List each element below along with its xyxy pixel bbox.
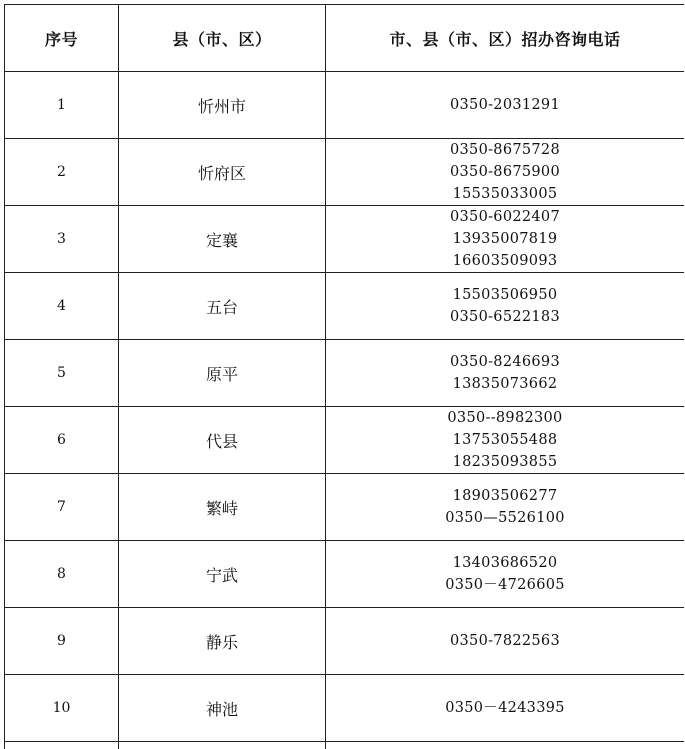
table-row — [5, 340, 685, 407]
row-phones — [326, 206, 685, 273]
phone-number: 13835073662 — [326, 373, 684, 395]
phone-number: 0350-8246693 — [326, 351, 684, 373]
phone-number: 0350-8675900 — [326, 161, 684, 183]
row-phones — [326, 273, 685, 340]
phone-number: 13753055488 — [326, 429, 684, 451]
row-index: 1 — [5, 72, 119, 139]
phone-number: 15535033005 — [326, 183, 684, 205]
phone-number: 18903506277 — [326, 485, 684, 507]
table-body — [5, 72, 685, 749]
row-index: 5 — [5, 340, 119, 407]
row-index: 3 — [5, 206, 119, 273]
row-phones — [326, 474, 685, 541]
row-index: 7 — [5, 474, 119, 541]
phone-number: 18235093855 — [326, 451, 684, 473]
table-row — [5, 675, 685, 742]
table-row — [5, 474, 685, 541]
phone-number: 13403686520 — [326, 552, 684, 574]
table-row — [5, 541, 685, 608]
row-phones-empty — [326, 742, 685, 749]
contact-table-container — [4, 4, 684, 749]
table-row-partial — [5, 742, 685, 749]
table-row — [5, 206, 685, 273]
phone-number: 13935007819 — [326, 228, 684, 250]
row-county: 五台 — [119, 273, 326, 340]
row-county: 繁峙 — [119, 474, 326, 541]
table-row — [5, 139, 685, 206]
row-phones — [326, 340, 685, 407]
header-county: 县（市、区） — [119, 5, 326, 72]
phone-number: 0350--8982300 — [326, 407, 684, 429]
row-phones — [326, 407, 685, 474]
row-index-empty — [5, 742, 119, 749]
row-county: 定襄 — [119, 206, 326, 273]
table-header-row — [5, 5, 685, 72]
row-county: 宁武 — [119, 541, 326, 608]
row-phones — [326, 675, 685, 742]
row-index: 8 — [5, 541, 119, 608]
row-index: 10 — [5, 675, 119, 742]
row-phones — [326, 541, 685, 608]
phone-number: 0350—5526100 — [326, 507, 684, 529]
phone-number: 0350－4243395 — [326, 697, 684, 719]
phone-number: 0350-6022407 — [326, 206, 684, 228]
row-county: 静乐 — [119, 608, 326, 675]
row-county: 代县 — [119, 407, 326, 474]
header-index: 序号 — [5, 5, 119, 72]
row-county-empty — [119, 742, 326, 749]
phone-number: 0350-2031291 — [326, 94, 684, 116]
phone-number: 0350-6522183 — [326, 306, 684, 328]
row-county: 原平 — [119, 340, 326, 407]
row-index: 9 — [5, 608, 119, 675]
phone-number: 0350-7822563 — [326, 630, 684, 652]
row-phones — [326, 139, 685, 206]
table-row — [5, 407, 685, 474]
row-index: 4 — [5, 273, 119, 340]
phone-number: 0350－4726605 — [326, 574, 684, 596]
row-county: 忻府区 — [119, 139, 326, 206]
phone-number: 0350-8675728 — [326, 139, 684, 161]
table-row — [5, 608, 685, 675]
row-index: 2 — [5, 139, 119, 206]
row-phones — [326, 608, 685, 675]
table-row — [5, 273, 685, 340]
header-phone: 市、县（市、区）招办咨询电话 — [326, 5, 685, 72]
table-row — [5, 72, 685, 139]
row-phones — [326, 72, 685, 139]
row-county: 忻州市 — [119, 72, 326, 139]
row-index: 6 — [5, 407, 119, 474]
row-county: 神池 — [119, 675, 326, 742]
admissions-contact-table — [4, 4, 684, 749]
phone-number: 15503506950 — [326, 284, 684, 306]
phone-number: 16603509093 — [326, 250, 684, 272]
